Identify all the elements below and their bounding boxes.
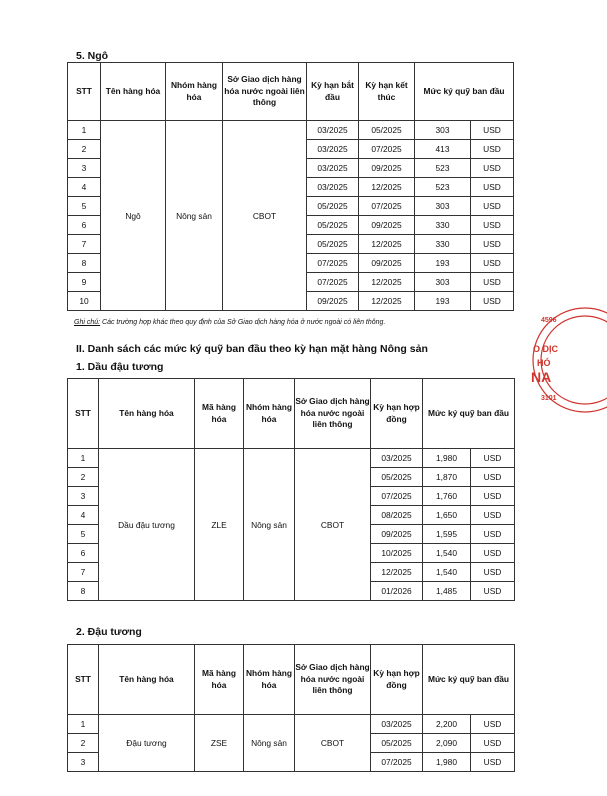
margin-value-cell: 303 [415, 197, 471, 216]
stt-cell: 3 [68, 753, 99, 772]
footnote-text: Các trường hợp khác theo quy định của Sở Giao dịch hàng hóa ở nước ngoài có liên thông. [100, 319, 386, 326]
currency-cell: USD [471, 487, 515, 506]
commodity-name-cell: Ngô [101, 121, 166, 311]
commodity-group-cell: Nông sản [166, 121, 223, 311]
stt-cell: 9 [68, 273, 101, 292]
contract-term-cell: 08/2025 [371, 506, 423, 525]
stt-cell: 2 [68, 734, 99, 753]
margin-value-cell: 523 [415, 178, 471, 197]
margin-value-cell: 330 [415, 235, 471, 254]
stt-cell: 1 [68, 121, 101, 140]
header-margin: Mức ký quỹ ban đầu [423, 379, 515, 449]
stt-cell: 8 [68, 254, 101, 273]
currency-cell: USD [471, 121, 514, 140]
margin-value-cell: 1,650 [423, 506, 471, 525]
stamp-text: 4596 [541, 317, 557, 324]
margin-value-cell: 303 [415, 121, 471, 140]
exchange-cell: CBOT [223, 121, 307, 311]
contract-term-cell: 03/2025 [371, 715, 423, 734]
commodity-code-cell: ZSE [195, 715, 244, 772]
margin-value-cell: 330 [415, 216, 471, 235]
currency-cell: USD [471, 159, 514, 178]
contract-term-cell: 07/2025 [371, 487, 423, 506]
margin-value-cell: 1,870 [423, 468, 471, 487]
contract-term-cell: 05/2025 [371, 734, 423, 753]
stamp-text: NA [531, 369, 552, 385]
margin-value-cell: 1,980 [423, 449, 471, 468]
header-group: Nhóm hàng hóa [166, 63, 223, 121]
margin-value-cell: 1,540 [423, 544, 471, 563]
currency-cell: USD [471, 273, 514, 292]
margin-value-cell: 523 [415, 159, 471, 178]
contract-term-cell: 03/2025 [371, 449, 423, 468]
stt-cell: 7 [68, 235, 101, 254]
stt-cell: 3 [68, 159, 101, 178]
start-term-cell: 05/2025 [307, 216, 359, 235]
header-code: Mã hàng hóa [195, 379, 244, 449]
stt-cell: 8 [68, 582, 99, 601]
header-margin: Mức ký quỹ ban đầu [415, 63, 514, 121]
contract-term-cell: 01/2026 [371, 582, 423, 601]
currency-cell: USD [471, 254, 514, 273]
margin-value-cell: 1,980 [423, 753, 471, 772]
currency-cell: USD [471, 216, 514, 235]
header-name: Tên hàng hóa [101, 63, 166, 121]
end-term-cell: 09/2025 [359, 159, 415, 178]
currency-cell: USD [471, 525, 515, 544]
header-term: Kỳ hạn hợp đồng [371, 645, 423, 715]
end-term-cell: 09/2025 [359, 254, 415, 273]
margin-value-cell: 1,760 [423, 487, 471, 506]
start-term-cell: 07/2025 [307, 273, 359, 292]
start-term-cell: 03/2025 [307, 121, 359, 140]
margin-value-cell: 1,540 [423, 563, 471, 582]
official-seal-stamp [527, 300, 607, 420]
currency-cell: USD [471, 197, 514, 216]
margin-value-cell: 2,090 [423, 734, 471, 753]
commodity-name-cell: Đậu tương [99, 715, 195, 772]
header-name: Tên hàng hóa [99, 645, 195, 715]
stamp-text: HÓ [537, 358, 551, 368]
header-exchange: Sở Giao dịch hàng hóa nước ngoài liên thông [223, 63, 307, 121]
stt-cell: 10 [68, 292, 101, 311]
contract-term-cell: 12/2025 [371, 563, 423, 582]
margin-value-cell: 193 [415, 292, 471, 311]
currency-cell: USD [471, 582, 515, 601]
end-term-cell: 12/2025 [359, 273, 415, 292]
stt-cell: 4 [68, 506, 99, 525]
soybean-oil-margin-table [67, 378, 515, 601]
stt-cell: 1 [68, 715, 99, 734]
header-code: Mã hàng hóa [195, 645, 244, 715]
stt-cell: 5 [68, 197, 101, 216]
contract-term-cell: 10/2025 [371, 544, 423, 563]
start-term-cell: 03/2025 [307, 178, 359, 197]
table-row [68, 715, 515, 734]
end-term-cell: 05/2025 [359, 121, 415, 140]
header-stt: STT [68, 645, 99, 715]
stt-cell: 5 [68, 525, 99, 544]
table-row [68, 121, 514, 140]
section-5-title: 5. Ngô [76, 50, 109, 62]
footnote [74, 319, 385, 326]
start-term-cell: 07/2025 [307, 254, 359, 273]
currency-cell: USD [471, 715, 515, 734]
subsection-1-title: 1. Dầu đậu tương [76, 361, 164, 373]
start-term-cell: 05/2025 [307, 235, 359, 254]
start-term-cell: 09/2025 [307, 292, 359, 311]
stamp-text: O DỊC [533, 344, 559, 354]
currency-cell: USD [471, 563, 515, 582]
exchange-cell: CBOT [295, 715, 371, 772]
table-row [68, 449, 515, 468]
stt-cell: 6 [68, 544, 99, 563]
stt-cell: 3 [68, 487, 99, 506]
currency-cell: USD [471, 468, 515, 487]
contract-term-cell: 05/2025 [371, 468, 423, 487]
header-group: Nhóm hàng hóa [244, 645, 295, 715]
end-term-cell: 07/2025 [359, 140, 415, 159]
contract-term-cell: 07/2025 [371, 753, 423, 772]
stt-cell: 4 [68, 178, 101, 197]
stt-cell: 2 [68, 468, 99, 487]
header-stt: STT [68, 379, 99, 449]
end-term-cell: 07/2025 [359, 197, 415, 216]
header-stt: STT [68, 63, 101, 121]
end-term-cell: 12/2025 [359, 178, 415, 197]
exchange-cell: CBOT [295, 449, 371, 601]
currency-cell: USD [471, 235, 514, 254]
end-term-cell: 12/2025 [359, 235, 415, 254]
margin-value-cell: 1,595 [423, 525, 471, 544]
header-group: Nhóm hàng hóa [244, 379, 295, 449]
contract-term-cell: 09/2025 [371, 525, 423, 544]
stamp-text: 3101 [541, 395, 557, 402]
header-name: Tên hàng hóa [99, 379, 195, 449]
margin-value-cell: 1,485 [423, 582, 471, 601]
currency-cell: USD [471, 292, 514, 311]
start-term-cell: 05/2025 [307, 197, 359, 216]
margin-value-cell: 193 [415, 254, 471, 273]
corn-margin-table [67, 62, 514, 311]
currency-cell: USD [471, 140, 514, 159]
commodity-group-cell: Nông sản [244, 715, 295, 772]
header-end: Kỳ hạn kết thúc [359, 63, 415, 121]
header-term: Kỳ hạn hợp đồng [371, 379, 423, 449]
footnote-label: Ghi chú: [74, 319, 101, 326]
commodity-name-cell: Dầu đậu tương [99, 449, 195, 601]
start-term-cell: 03/2025 [307, 159, 359, 178]
margin-value-cell: 303 [415, 273, 471, 292]
commodity-code-cell: ZLE [195, 449, 244, 601]
currency-cell: USD [471, 753, 515, 772]
stt-cell: 7 [68, 563, 99, 582]
margin-value-cell: 2,200 [423, 715, 471, 734]
header-start: Kỳ hạn bắt đầu [307, 63, 359, 121]
currency-cell: USD [471, 506, 515, 525]
header-exchange: Sở Giao dịch hàng hóa nước ngoài liên thông [295, 379, 371, 449]
margin-value-cell: 413 [415, 140, 471, 159]
currency-cell: USD [471, 544, 515, 563]
end-term-cell: 12/2025 [359, 292, 415, 311]
start-term-cell: 03/2025 [307, 140, 359, 159]
subsection-2-title: 2. Đậu tương [76, 626, 142, 638]
stt-cell: 2 [68, 140, 101, 159]
commodity-group-cell: Nông sản [244, 449, 295, 601]
currency-cell: USD [471, 178, 514, 197]
stt-cell: 6 [68, 216, 101, 235]
header-margin: Mức ký quỹ ban đầu [423, 645, 515, 715]
header-exchange: Sở Giao dịch hàng hóa nước ngoài liên thông [295, 645, 371, 715]
currency-cell: USD [471, 449, 515, 468]
stt-cell: 1 [68, 449, 99, 468]
currency-cell: USD [471, 734, 515, 753]
end-term-cell: 09/2025 [359, 216, 415, 235]
soybean-margin-table [67, 644, 515, 772]
section-ii-title: II. Danh sách các mức ký quỹ ban đầu theo kỳ hạn mặt hàng Nông sản [76, 343, 428, 355]
